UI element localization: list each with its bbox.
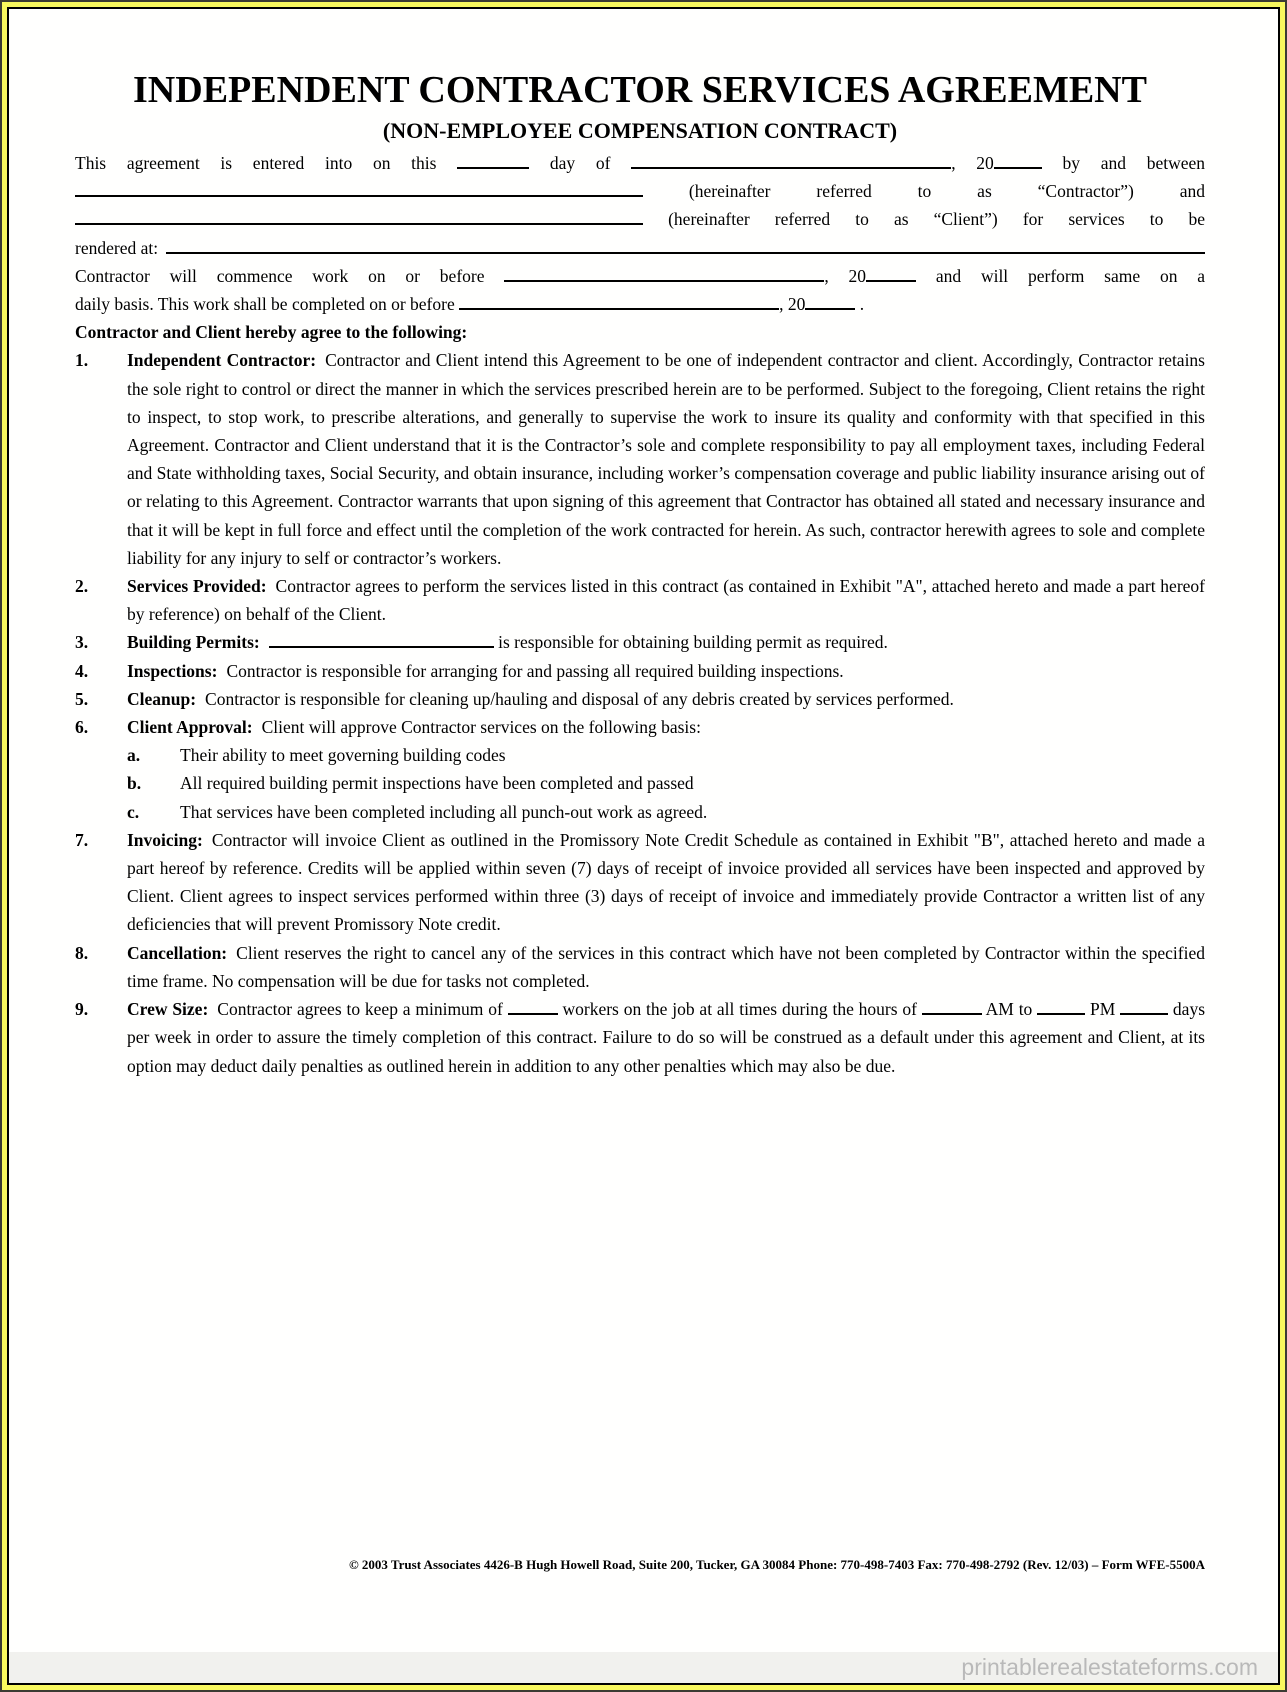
intro-text-1c: , 20 — [951, 153, 994, 173]
item-body — [127, 657, 1205, 685]
blank-address-field[interactable] — [166, 238, 1205, 254]
intro-text-1a: This agreement is entered into on this — [75, 153, 437, 173]
document-subtitle: (NON-EMPLOYEE COMPENSATION CONTRACT) — [382, 118, 898, 143]
item-text: Contractor agrees to keep a minimum of — [217, 999, 503, 1020]
subitem-c — [127, 798, 1205, 826]
blank-client-name-field[interactable] — [75, 210, 643, 226]
subitem-a — [127, 741, 1205, 769]
blank-completion-date-field[interactable] — [459, 294, 779, 310]
subitem-b — [127, 769, 1205, 797]
item-label: Invoicing: — [127, 829, 203, 850]
item-number: 2. — [75, 576, 89, 597]
subitem-letter: c. — [127, 801, 140, 822]
blank-commence-year-field[interactable] — [866, 266, 916, 282]
item-inspections — [75, 657, 1205, 685]
item-label: Inspections: — [127, 660, 218, 681]
yellow-border — [2, 2, 1285, 1690]
item-label: Cancellation: — [127, 942, 228, 963]
numbered-items — [75, 346, 1205, 1079]
item-number: 1. — [75, 350, 89, 371]
blank-commence-date-field[interactable] — [504, 266, 824, 282]
item-label: Crew Size: — [127, 999, 209, 1020]
item-label: Independent Contractor: — [127, 350, 317, 371]
blank-start-time-field[interactable] — [922, 999, 982, 1015]
intro-line-1 — [75, 149, 1205, 177]
blank-contractor-name-field[interactable] — [75, 181, 643, 197]
item-body — [127, 572, 1205, 628]
intro-text-5a: Contractor will commence work on or before — [75, 265, 485, 286]
item-building-permits — [75, 628, 1205, 656]
item-text: days per week in order to assure the timely completion of this contract. Failure to do so will be construed as a default under this agreement and Client, at its option may deduct daily penalties as outlined herein in addition to any other penalties which may also be due. — [127, 999, 1205, 1076]
item-independent-contractor — [75, 346, 1205, 572]
intro-text-2: (hereinafter referred to as “Contractor”) and — [688, 181, 1206, 202]
blank-days-per-week-field[interactable] — [1120, 999, 1168, 1015]
item-number: 5. — [75, 688, 89, 709]
item-number: 4. — [75, 660, 89, 681]
blank-month-field[interactable] — [631, 153, 951, 169]
blank-end-time-field[interactable] — [1037, 999, 1085, 1015]
subitem-letter: a. — [127, 745, 141, 766]
item-number: 7. — [75, 829, 89, 850]
intro-line-4 — [75, 234, 1205, 262]
agreement-lead-in: Contractor and Client hereby agree to the following: — [75, 322, 468, 343]
intro-text-6b: , 20 — [779, 294, 806, 315]
rendered-at-label: rendered at: — [75, 237, 159, 258]
item-services-provided — [75, 572, 1205, 628]
blank-day-field[interactable] — [457, 153, 529, 169]
subitem-letter: b. — [127, 773, 142, 794]
intro-line-6 — [75, 290, 1205, 318]
subitem-text: That services have been completed including all punch-out work as agreed. — [180, 801, 708, 822]
item-text: Contractor will invoice Client as outlined in the Promissory Note Credit Schedule as contained in Exhibit "B", attached hereto and made a part hereof by reference. Credits will be applied within seven (7) days of receipt of invoice provided all services have been inspected and approved by Client. Client agrees to inspect services performed within three (3) days of receipt of invoice and immediately provide Contractor a written list of any deficiencies that will prevent Promissory Note credit. — [127, 829, 1205, 935]
blank-responsible-party-field[interactable] — [269, 633, 494, 649]
watermark-band — [9, 1652, 1278, 1683]
item-body — [127, 995, 1205, 1080]
item-text: PM — [1089, 999, 1116, 1020]
item-crew-size — [75, 995, 1205, 1080]
intro-text-1b: day of — [549, 153, 611, 173]
item-text: Contractor is responsible for cleaning up/hauling and disposal of any debris created by services performed. — [205, 688, 954, 709]
intro-text-3: (hereinafter referred to as “Client”) for services to be — [668, 209, 1205, 230]
watermark-text: printablerealestateforms.com — [961, 1654, 1258, 1680]
document-title: INDEPENDENT CONTRACTOR SERVICES AGREEMENT — [133, 69, 1147, 111]
blank-completion-year-field[interactable] — [805, 294, 855, 310]
item-invoicing — [75, 826, 1205, 939]
subitem-text: Their ability to meet governing building codes — [180, 745, 506, 766]
item-body — [127, 628, 1205, 656]
intro-text-5c: and will perform same on a — [935, 265, 1206, 286]
item-text: Contractor agrees to perform the services listed in this contract (as contained in Exhibit "A", attached hereto and made a part hereof by reference) on behalf of the Client. — [127, 576, 1206, 625]
intro-line-5 — [75, 262, 1205, 290]
item-label: Cleanup: — [127, 688, 197, 709]
item-text: workers on the job at all times during the hours of — [562, 999, 917, 1020]
blank-year-field[interactable] — [994, 153, 1042, 169]
item-label: Client Approval: — [127, 717, 253, 738]
intro-line-3 — [75, 205, 1205, 233]
item-number: 3. — [75, 632, 89, 653]
item-number: 8. — [75, 942, 89, 963]
item-text: AM to — [985, 999, 1033, 1020]
item-intro-line — [127, 713, 1205, 741]
intro-text-6a: daily basis. This work shall be completed on or before — [75, 294, 455, 315]
item-cleanup — [75, 685, 1205, 713]
item-text: Client will approve Contractor services on the following basis: — [261, 717, 701, 738]
item-label: Building Permits: — [127, 632, 260, 653]
item-text: Client reserves the right to cancel any of the services in this contract which have not been completed by Contractor within the specified time frame. No compensation will be due for tasks not completed. — [127, 942, 1205, 991]
item-body — [127, 939, 1205, 995]
item-body — [127, 826, 1205, 939]
item-cancellation — [75, 939, 1205, 995]
intro-text-5b: , 20 — [824, 265, 867, 286]
item-body — [127, 685, 1205, 713]
intro-section — [75, 149, 1205, 346]
subitem-text: All required building permit inspections have been completed and passed — [180, 773, 694, 794]
item-number: 6. — [75, 717, 89, 738]
footer-copyright-line: © 2003 Trust Associates 4426-B Hugh Howell Road, Suite 200, Tucker, GA 30084 Phone: 770-498-7403 Fax: 770-498-2792 (Rev. 12/03) – Form WFE-5500A — [348, 1557, 1205, 1572]
item-text: is responsible for obtaining building permit as required. — [498, 632, 888, 653]
intro-text-1d: by and between — [1062, 153, 1206, 173]
item-client-approval — [75, 713, 1205, 826]
item-body — [127, 346, 1205, 572]
blank-crew-count-field[interactable] — [508, 999, 558, 1015]
item-text: Contractor is responsible for arranging for and passing all required building inspections. — [226, 660, 844, 681]
item-text: Contractor and Client intend this Agreement to be one of independent contractor and client. Accordingly, Contractor retains the sole right to control or direct the manner in which the services prescribed herein are to be performed. Subject to the foregoing, Client retains the right to inspect, to stop work, to prescribe alterations, and generally to supervise the work to insure its quality and conformity with that specified in this Agreement. Contractor and Client understand that it is the Contractor’s sole and complete responsibility to pay all employment taxes, including Federal and State withholding taxes, Social Security, and obtain insurance, including worker’s compensation coverage and public liability insurance arising out of or relating to this Agreement. Contractor warrants that upon signing of this agreement that Contractor has obtained all stated and necessary insurance and that it will be kept in full force and effect until the completion of the work contracted for herein. As such, contractor herewith agrees to sole and complete liability for any injury to self or contractor’s workers. — [127, 350, 1205, 568]
item-body — [127, 713, 1205, 826]
document-body — [7, 7, 1280, 1685]
item-number: 9. — [75, 999, 89, 1020]
intro-line-2 — [75, 177, 1205, 205]
item-label: Services Provided: — [127, 576, 267, 597]
intro-text-6c: . — [859, 294, 865, 315]
